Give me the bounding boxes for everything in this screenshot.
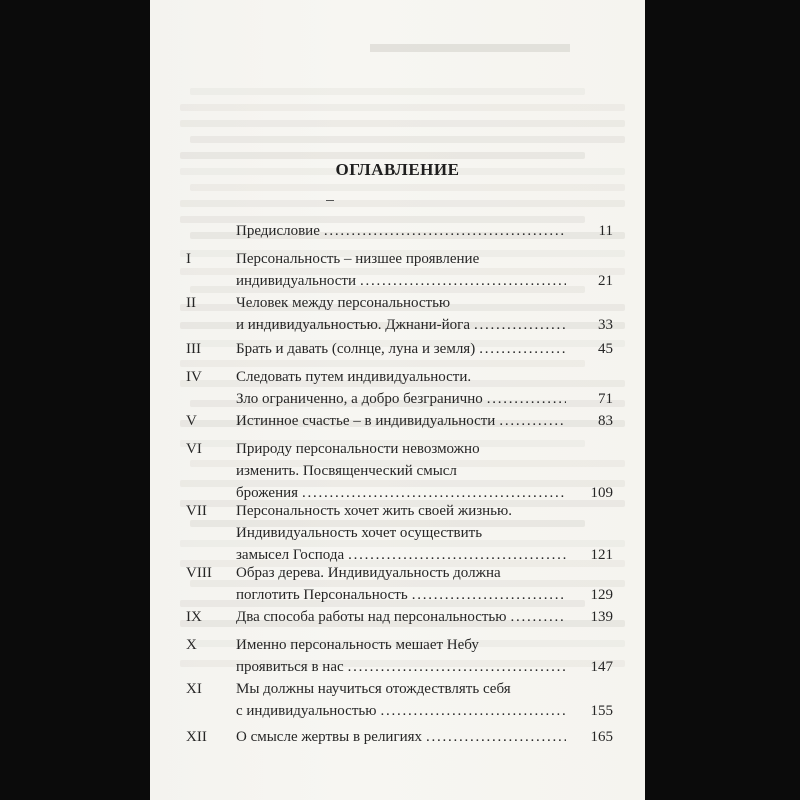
chapter-title-text: Мы должны научиться отождествлять себя xyxy=(236,681,511,697)
chapter-title-line xyxy=(236,460,566,482)
chapter-title-text: Следовать путем индивидуальности. xyxy=(236,369,472,385)
chapter-title-line xyxy=(236,606,566,628)
dot-leader xyxy=(412,584,566,606)
chapter-title xyxy=(236,606,566,628)
chapter-number: VIII xyxy=(186,565,212,581)
right-black-margin xyxy=(645,0,800,800)
dot-leader xyxy=(380,700,566,722)
chapter-number: II xyxy=(186,295,196,311)
chapter-number: V xyxy=(186,413,197,429)
chapter-title-line xyxy=(236,726,566,748)
chapter-number: I xyxy=(186,251,191,267)
chapter-title-text: проявиться в нас xyxy=(236,659,344,675)
bleed-through-line xyxy=(180,104,625,111)
toc-title: ОГЛАВЛЕНИЕ xyxy=(335,160,460,179)
chapter-number: VII xyxy=(186,503,207,519)
chapter-title-line xyxy=(236,410,566,432)
book-page xyxy=(150,0,645,800)
chapter-title xyxy=(236,220,566,242)
bleed-through-line xyxy=(180,200,625,207)
chapter-title xyxy=(236,292,566,336)
left-black-margin xyxy=(0,0,150,800)
chapter-number: VI xyxy=(186,441,202,457)
bleed-through-header xyxy=(370,44,570,52)
bleed-through-line xyxy=(180,120,625,127)
page-number: 155 xyxy=(590,703,613,719)
page-number: 147 xyxy=(590,659,613,675)
page-number: 45 xyxy=(598,341,613,357)
chapter-title xyxy=(236,562,566,606)
chapter-title xyxy=(236,500,566,566)
chapter-title-text: Индивидуальность хочет осуществить xyxy=(236,525,483,541)
chapter-title xyxy=(236,366,566,410)
chapter-title xyxy=(236,248,566,292)
page-number: 33 xyxy=(598,317,613,333)
title-ornament xyxy=(326,200,334,201)
chapter-title-line xyxy=(236,634,566,656)
page-number: 139 xyxy=(590,609,613,625)
chapter-title-line xyxy=(236,562,566,584)
bleed-through-line xyxy=(180,152,585,159)
chapter-number: XI xyxy=(186,681,202,697)
chapter-title-line xyxy=(236,270,566,292)
chapter-title-text: О смысле жертвы в религиях xyxy=(236,729,423,745)
chapter-title-text: замысел Господа xyxy=(236,547,345,563)
chapter-title-line xyxy=(236,366,566,388)
page-number: 21 xyxy=(598,273,613,289)
chapter-title-text: Персональность хочет жить своей жизнью. xyxy=(236,503,512,519)
bleed-through-line xyxy=(190,184,625,191)
chapter-title-line xyxy=(236,220,566,242)
chapter-title-line xyxy=(236,314,566,336)
chapter-title-text: поглотить Персональность xyxy=(236,587,408,603)
chapter-title-text: Именно персональность мешает Небу xyxy=(236,637,479,653)
chapter-title-text: с индивидуальностью xyxy=(236,703,377,719)
chapter-title-line xyxy=(236,656,566,678)
chapter-title-text: Природу персональности невозможно xyxy=(236,441,480,457)
chapter-title-text: Зло ограниченно, а добро безгранично xyxy=(236,391,483,407)
page-number: 121 xyxy=(590,547,613,563)
chapter-number: IX xyxy=(186,609,202,625)
chapter-title-line xyxy=(236,248,566,270)
chapter-title-text: и индивидуальностью. Джнани-йога xyxy=(236,317,470,333)
page-number: 129 xyxy=(590,587,613,603)
chapter-title-line xyxy=(236,700,566,722)
page-number: 109 xyxy=(590,485,613,501)
chapter-title xyxy=(236,338,566,360)
bleed-through-line xyxy=(190,88,585,95)
dot-leader xyxy=(426,726,566,748)
chapter-title-line xyxy=(236,584,566,606)
chapter-number: X xyxy=(186,637,197,653)
bleed-through-line xyxy=(190,136,625,143)
dot-leader xyxy=(360,270,566,292)
chapter-title-text: Персональность – низшее проявление xyxy=(236,251,480,267)
chapter-title-line xyxy=(236,388,566,410)
chapter-title-text: Брать и давать (солнце, луна и земля) xyxy=(236,341,476,357)
page-number: 165 xyxy=(590,729,613,745)
chapter-title xyxy=(236,634,566,678)
chapter-title-text: изменить. Посвященческий смысл xyxy=(236,463,457,479)
dot-leader xyxy=(348,656,566,678)
chapter-title-text: Два способа работы над персональностью xyxy=(236,609,507,625)
chapter-title-line xyxy=(236,522,566,544)
chapter-number: IV xyxy=(186,369,202,385)
page-number: 83 xyxy=(598,413,613,429)
chapter-title-line xyxy=(236,438,566,460)
chapter-title-text: Предисловие xyxy=(236,223,320,239)
chapter-number: III xyxy=(186,341,201,357)
chapter-title-line xyxy=(236,678,566,700)
page-number: 71 xyxy=(598,391,613,407)
chapter-title xyxy=(236,438,566,504)
chapter-title-text: брожения xyxy=(236,485,299,501)
chapter-title-text: Человек между персональностью xyxy=(236,295,451,311)
chapter-title xyxy=(236,726,566,748)
page-number: 11 xyxy=(598,223,613,239)
chapter-title-line xyxy=(236,338,566,360)
chapter-title-line xyxy=(236,292,566,314)
chapter-title xyxy=(236,678,566,722)
chapter-number: XII xyxy=(186,729,207,745)
chapter-title-text: индивидуальности xyxy=(236,273,357,289)
chapter-title-text: Истинное счастье – в индивидуальности xyxy=(236,413,496,429)
chapter-title-text: Образ дерева. Индивидуальность должна xyxy=(236,565,501,581)
dot-leader xyxy=(324,220,566,242)
chapter-title xyxy=(236,410,566,432)
chapter-title-line xyxy=(236,500,566,522)
